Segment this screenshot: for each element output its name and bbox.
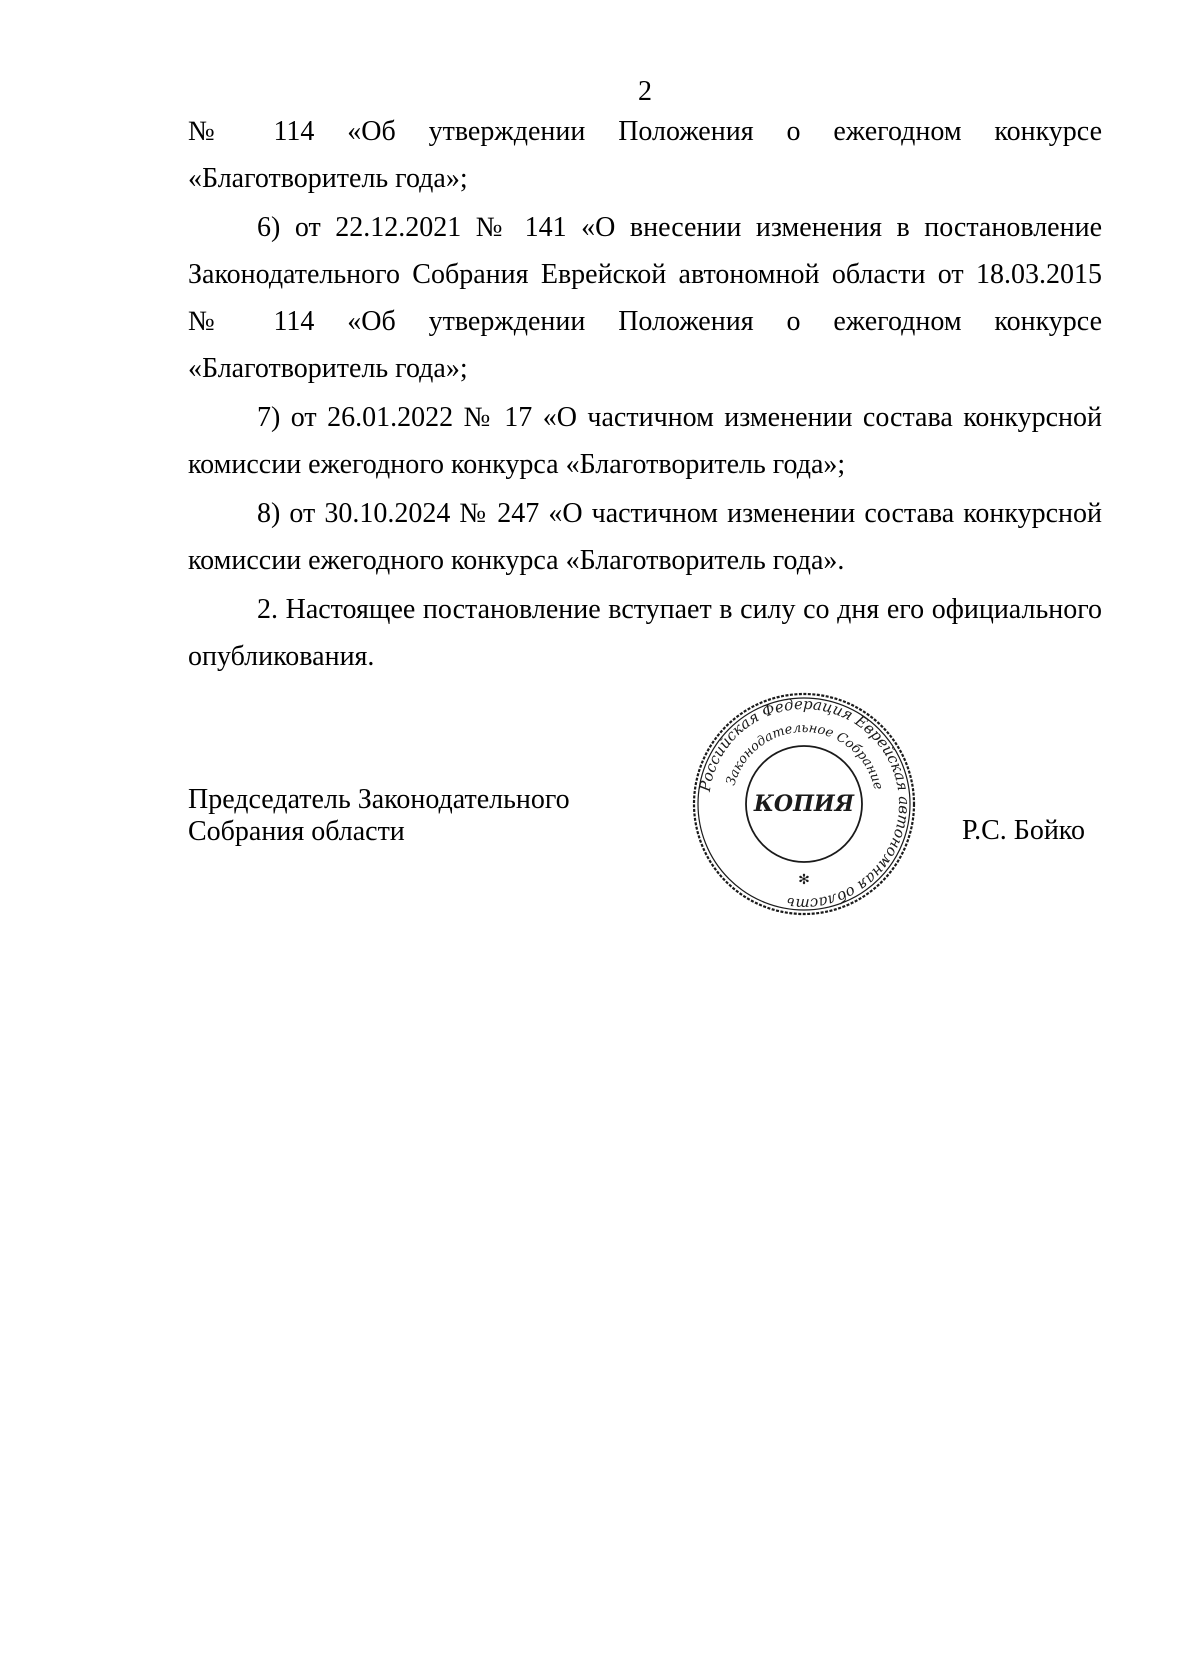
list-item-8: 8) от 30.10.2024 № 247 «О частичном изменении состава конкурсной комиссии ежегодного конкурса «Благотворитель года». [188, 498, 1102, 576]
list-item-7: 7) от 26.01.2022 № 17 «О частичном изменении состава конкурсной комиссии ежегодного конкурса «Благотворитель года»; [188, 402, 1102, 480]
list-item-6: 6) от 22.12.2021 № 141 «О внесении изменения в постановление Законодательного Собрания Еврейской автономной области от 18.03.2015 № 114 «Об утверждении Положения о ежегодном конкурсе «Благотворитель года»; [188, 212, 1102, 384]
signature-position-line-1: Председатель Законодательного [188, 784, 570, 815]
signature-position-line-2: Собрания области [188, 816, 405, 847]
seal-inner-text: Законодательное Собрание [723, 720, 886, 792]
signature-position [188, 784, 570, 848]
seal-icon [690, 690, 918, 918]
document-body [188, 108, 1102, 682]
page-number: 2 [638, 76, 652, 107]
seal-star-icon: ✻ [798, 872, 810, 888]
signer-name: Р.С. Бойко [962, 815, 1085, 846]
seal-outer-text: Российская Федерация Еврейская автономная область [695, 694, 914, 914]
official-seal-stamp [690, 690, 918, 918]
seal-center-text: КОПИЯ [753, 791, 855, 817]
paragraph-continuation: № 114 «Об утверждении Положения о ежегодном конкурсе «Благотворитель года»; [188, 116, 1102, 194]
effective-date-clause: 2. Настоящее постановление вступает в силу со дня его официального опубликования. [188, 594, 1102, 672]
